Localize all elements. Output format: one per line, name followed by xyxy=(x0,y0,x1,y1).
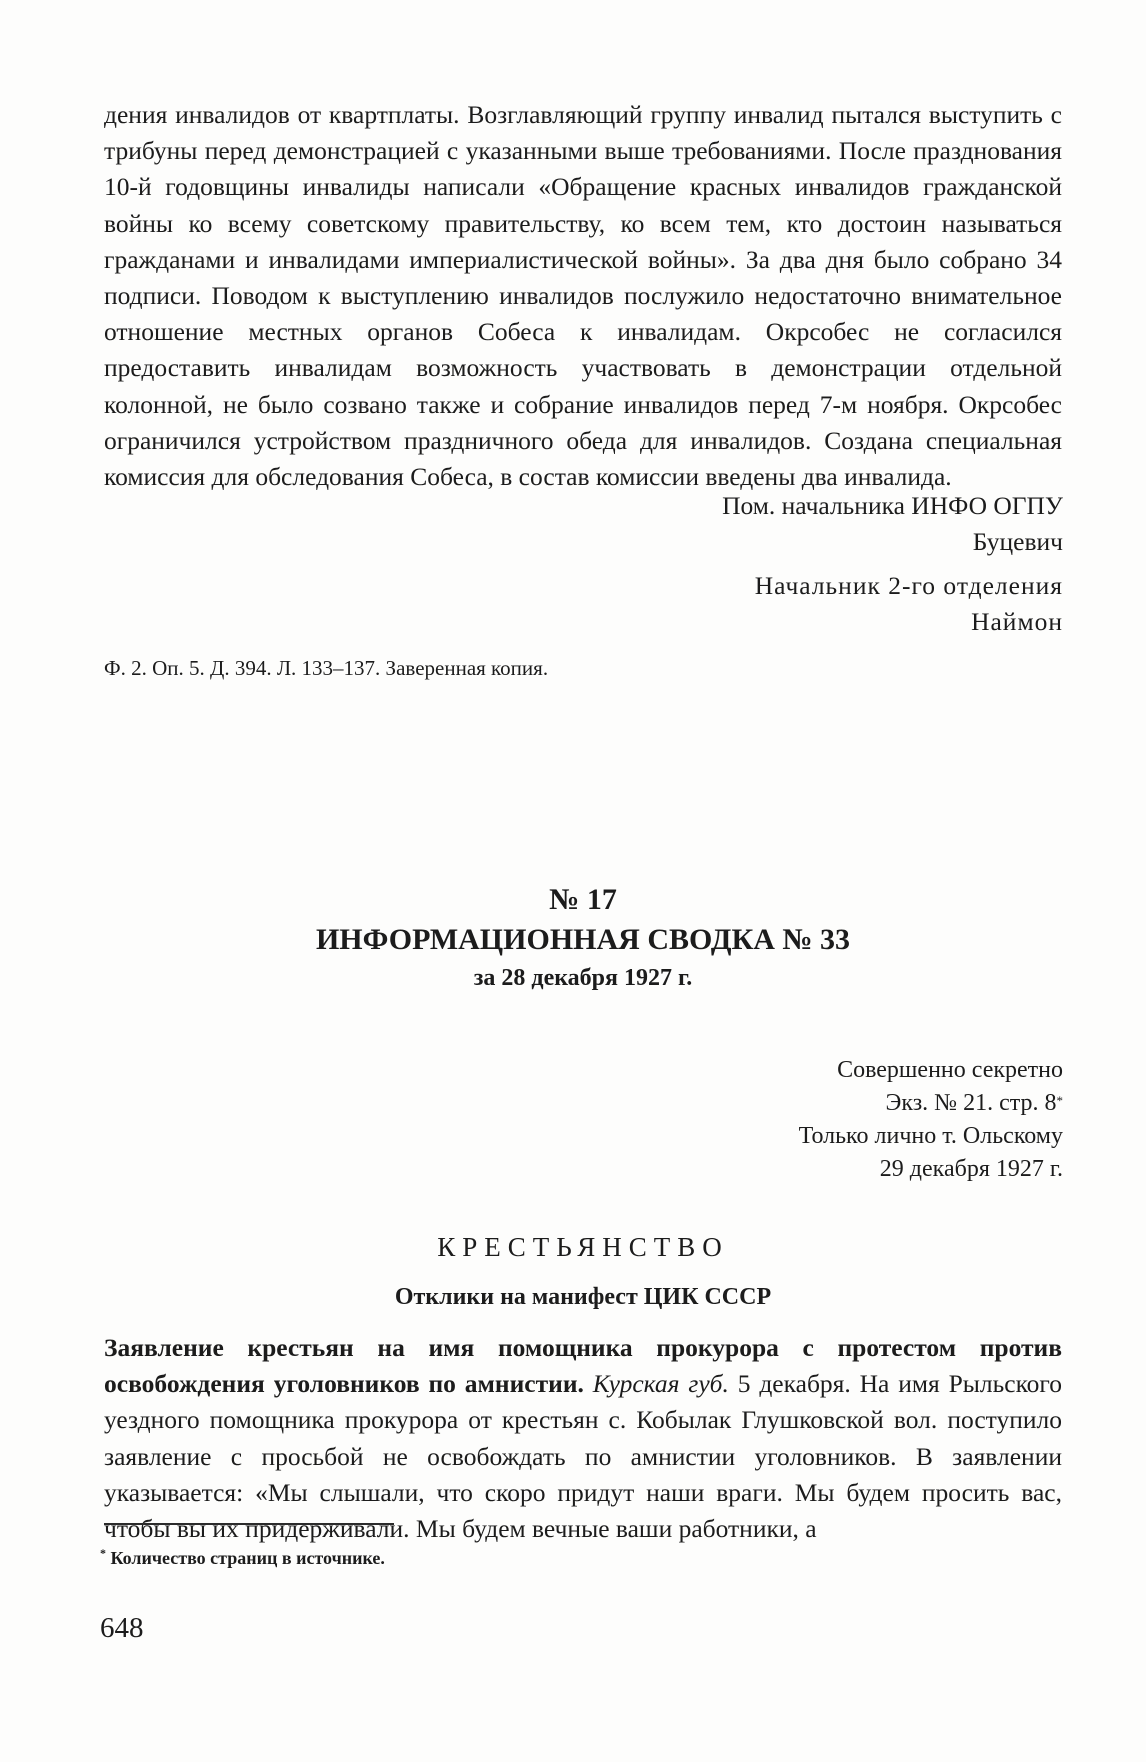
document-heading xyxy=(104,880,1062,996)
entry-text: 5 декабря. На имя Рыльского уездного помощника прокурора от крестьян с. Кобылак Глушковской вол. поступило заявление с просьбой не освобождать по амнистии уголовников. В заявлении указывается: «Мы слышали, что скоро придут наши враги. Мы будем просить вас, чтобы вы их придерживали. Мы будем вечные ваши работники, а xyxy=(104,1369,1062,1544)
section-title: КРЕСТЬЯНСТВО xyxy=(437,1232,729,1262)
footnote-marker: * xyxy=(100,1546,106,1560)
addressee: Только лично т. Ольскому xyxy=(798,1123,1063,1149)
document-date: за 28 декабря 1927 г. xyxy=(473,965,693,991)
copy-number: Экз. № 21. стр. 8* xyxy=(885,1090,1063,1116)
page-number: 648 xyxy=(100,1612,144,1644)
signature-name: Наймон xyxy=(971,607,1063,637)
document-title: ИНФОРМАЦИОННАЯ СВОДКА № 33 xyxy=(315,923,851,956)
entry-region: Курская губ. xyxy=(592,1369,729,1399)
signature-name: Буцевич xyxy=(972,527,1063,557)
secrecy-level: Совершенно секретно xyxy=(837,1057,1063,1083)
entry-lead: Заявление крестьян на имя помощника прокурора с протестом против освобождения уголовников по амнистии. xyxy=(104,1333,1062,1399)
signature-block-2 xyxy=(755,568,1063,640)
signature-block-1 xyxy=(722,488,1063,560)
subsection-title: Отклики на манифест ЦИК СССР xyxy=(394,1284,772,1310)
document-number: № 17 xyxy=(549,883,617,916)
signature-position: Начальник 2-го отделения xyxy=(754,571,1063,600)
footnote-divider xyxy=(104,1523,394,1525)
secrecy-stamp xyxy=(799,1054,1063,1186)
archive-reference: Ф. 2. Оп. 5. Д. 394. Л. 133–137. Заверенная копия. xyxy=(104,656,549,680)
signature-position: Пом. начальника ИНФО ОГПУ xyxy=(722,491,1063,520)
body-paragraph xyxy=(104,1330,1062,1547)
footnote xyxy=(100,1540,385,1571)
footnote-marker: * xyxy=(1056,1093,1063,1108)
stamp-date: 29 декабря 1927 г. xyxy=(879,1156,1063,1182)
footnote-text: Количество страниц в источнике. xyxy=(106,1548,385,1568)
body-paragraph: дения инвалидов от квартплаты. Возглавляющий группу инвалид пытался выступить с трибуны перед демонстрацией с указанными выше требованиями. После празднования 10-й годовщины инвалиды написали «Обращение красных инвалидов гражданской войны ко всему советскому правительству, ко всем тем, кто достоин называться гражданами и инвалидами империалистической войны». За два дня было собрано 34 подписи. Поводом к выступлению инвалидов послужило недостаточно внимательное отношение местных органов Собеса к инвалидам. Окрсобес не согласился предоставить инвалидам возможность участвовать в демонстрации отдельной колонной, не было созвано также и собрание инвалидов перед 7-м ноября. Окрсобес ограничился устройством праздничного обеда для инвалидов. Создана специальная комиссия для обследования Собеса, в состав комиссии введены два инвалида. xyxy=(104,100,1062,492)
